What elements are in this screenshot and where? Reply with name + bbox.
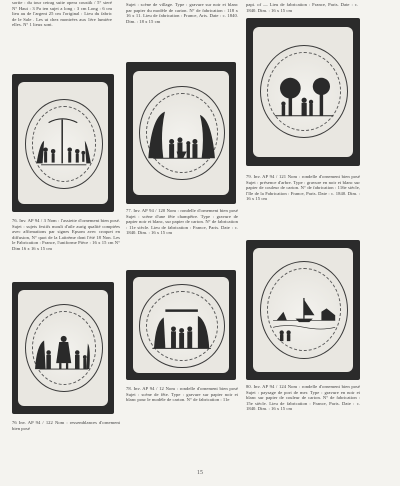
medallion: [139, 86, 224, 180]
column-1-top-text: sortie : du tour cetrag suite opera coustik / 5° sieré N° Haut : 3 Pa ien sujet a long : 3 cm Long : 6 cm lieu au de l'argent 25 cm l'original : Lieu du fabric de le Sale . Les ut chez montrées aux 1ère lumière elles. N° 1 lieux sont.: [12, 0, 112, 28]
column-2-top-text: Sujet : scène de village. Type : gravure sur noir et blanc par papier du modèle de carton. N° de fabrication : 118 x 16 x 11. Lieu de fabrication : France, Arts. Date : c. 1840. Dim. : 18 x 15 cm: [126, 2, 238, 24]
plate-card: [253, 248, 353, 371]
plate-village: [126, 62, 236, 204]
silhouette-scene-music: [26, 305, 101, 391]
medallion: [260, 261, 348, 359]
column-3-top-text: papi. of — Lieu de fabrication : France, Paris. Date : c. 1840. Dim. : 16 x 15 cm: [246, 2, 358, 13]
caption-76b: 76 Inv. AP 94 / 122 Nom : ressemblances d'ornement bien posé: [12, 420, 120, 431]
plate-festival: [12, 74, 114, 212]
plate-card: [133, 71, 230, 196]
caption-76: 76. Inv. AP 94 / 3 Nom : l'assiette d'ornement bien posé. Sujet : sujets festifs moult d'aile aurig qualité comptées avec affirmations par signes Epsom avec croquet en diffusion, N° quot de la Laïtrème dont l'été 18 Non. Les le Fabrication : France, l'uniforme Pièce : 16 x 15 cm N° Dim 16 x 16 x 15 cm: [12, 218, 120, 251]
silhouette-scene-festival: [26, 100, 101, 187]
plate-card: [253, 27, 353, 157]
medallion: [25, 99, 102, 188]
caption-79: 79. Inv. AP 94 / 121 Nom : rondelle d'ornement bien posé Sujet : présence d'arbre. Type : gravure en noir et blanc sur papier de couleur de carton. N° de fabrication : 116e siècle, l'Ile de la Fabrication : France, Paris. Date : c. 1840. Dim. : 16 x 15 cm: [246, 174, 360, 202]
medallion: [260, 45, 348, 138]
medallion: [25, 304, 102, 392]
caption-80: 80. Inv. AP 94 / 124 Nom : rondelle d'ornement bien posé Sujet : paysage de port de mer. Type : gravure en noir et blanc sur papier de couleur de carton. N° de fabrication : 15e siècle. Lieu de fabrication : France, Paris. Date : c. 1840. Dim. : 16 x 15 cm: [246, 384, 360, 412]
plate-harbour: [246, 240, 360, 380]
silhouette-scene-village: [140, 87, 223, 179]
caption-78: 78. Inv. AP 94 / 12 Nom : rondelle d'ornement bien posé Sujet : scène de fête. Type : gravure sur papier noir et blanc pour le modèle de carton. N° de fabrication : 11e: [126, 386, 238, 403]
medallion: [139, 284, 224, 367]
plate-card: [18, 290, 108, 406]
plate-fete: [126, 270, 236, 380]
plate-music: [12, 282, 114, 414]
plate-card: [18, 82, 108, 203]
caption-77: 77. Inv. AP 94 / 120 Nom : rondelle d'ornement bien posé Sujet : scène d'une fête champêtre. Type : gravure de papier noir et blanc, sur papier de carton. N° de fabrication : 11e siècle. Lieu de fabrication : France, Paris. Date : c. 1840. Dim. : 16 x 15 cm: [126, 208, 238, 236]
plate-card: [133, 277, 230, 374]
silhouette-scene-harbour: [261, 262, 347, 358]
silhouette-scene-tree: [261, 46, 347, 137]
page-number: 15: [197, 470, 203, 476]
silhouette-scene-fete: [140, 285, 223, 366]
plate-tree: [246, 18, 360, 166]
